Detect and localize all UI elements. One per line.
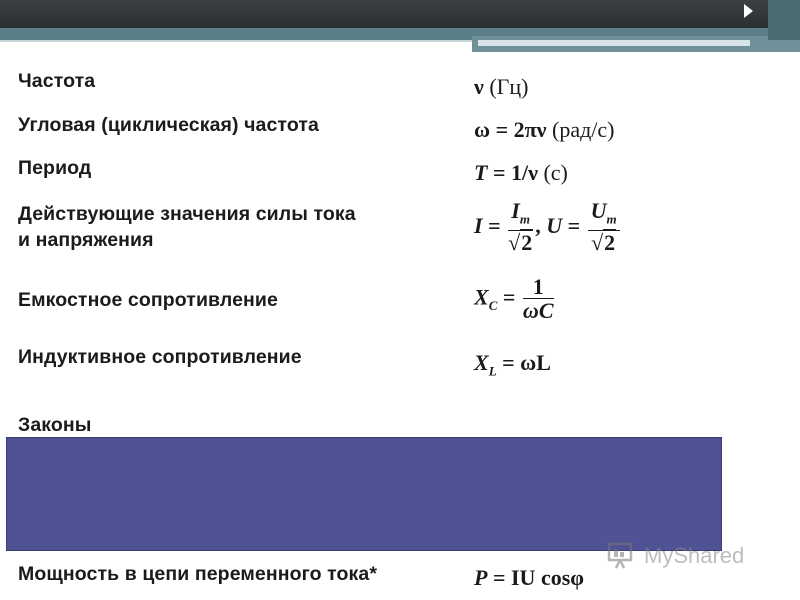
fraction-U: $\frac{U_m}{√2}$	[588, 200, 620, 255]
formula-inductive-reactance	[474, 350, 551, 379]
label-effective-values-line1: Действующие значения силы тока	[18, 203, 356, 225]
formula-equals-2: =	[567, 212, 581, 238]
header-bar	[0, 0, 800, 28]
formula-XL-sub: L	[488, 363, 497, 379]
formula-capacitive-reactance	[474, 276, 556, 323]
label-laws: Законы	[18, 414, 92, 436]
formula-cap-numerator: 1	[523, 276, 554, 299]
formula-period	[474, 160, 568, 186]
formula-power-expression: = IU cosφ	[492, 565, 584, 590]
laws-box	[6, 437, 722, 551]
formula-cap-denominator: ωC	[522, 298, 554, 323]
formula-P: P	[474, 565, 488, 590]
formula-omega-unit: (рад/с)	[552, 117, 615, 142]
label-angular-frequency: Угловая (циклическая) частота	[18, 114, 319, 136]
header-divider	[0, 40, 472, 42]
formula-XL: X	[474, 350, 489, 375]
formula-frequency-symbol: ν	[474, 74, 484, 99]
formula-sqrt2-2: 2	[604, 230, 616, 256]
formula-m-sub-2: m	[606, 211, 617, 227]
formula-period-T: T	[474, 160, 488, 185]
formula-angular-frequency	[474, 117, 615, 143]
label-inductive-reactance: Индуктивное сопротивление	[18, 346, 302, 368]
label-frequency: Частота	[18, 70, 96, 92]
header-corner	[768, 0, 800, 40]
formula-m-sub: m	[519, 211, 530, 227]
formula-Um: U	[590, 198, 607, 223]
formula-I: I	[474, 212, 483, 238]
label-effective-values-line2: и напряжения	[18, 229, 154, 251]
formula-U: U	[546, 212, 563, 238]
formula-Xc: X	[474, 284, 489, 310]
header-band-highlight	[478, 40, 750, 46]
label-period: Период	[18, 157, 92, 179]
label-power: Мощность в цепи переменного тока*	[18, 563, 378, 585]
play-triangle-icon	[744, 4, 753, 18]
formula-sqrt2: 2	[521, 230, 533, 256]
formula-period-expression: = 1/ν	[492, 160, 538, 185]
formula-comma: ,	[535, 212, 541, 238]
label-capacitive-reactance: Емкостное сопротивление	[18, 289, 278, 311]
presentation-icon	[606, 540, 640, 570]
fraction-capacitive	[523, 276, 554, 323]
formula-Xc-sub: C	[488, 297, 498, 313]
formula-effective-values	[474, 200, 622, 255]
formula-omega-expression: ω = 2πν	[474, 117, 547, 142]
fraction-I: $\frac{I_m}{√2}$	[508, 198, 533, 256]
formula-inductive-expression: = ωL	[502, 350, 551, 375]
formula-equals: =	[488, 212, 501, 238]
watermark-text: MyShared	[644, 543, 745, 568]
formula-Im: I	[511, 198, 520, 223]
formula-power	[474, 565, 584, 591]
watermark-logo	[606, 540, 766, 572]
formula-period-unit: (с)	[543, 160, 568, 185]
formula-equals-3: =	[502, 284, 516, 310]
formula-frequency-unit: (Гц)	[489, 74, 529, 99]
formula-frequency	[474, 74, 529, 100]
